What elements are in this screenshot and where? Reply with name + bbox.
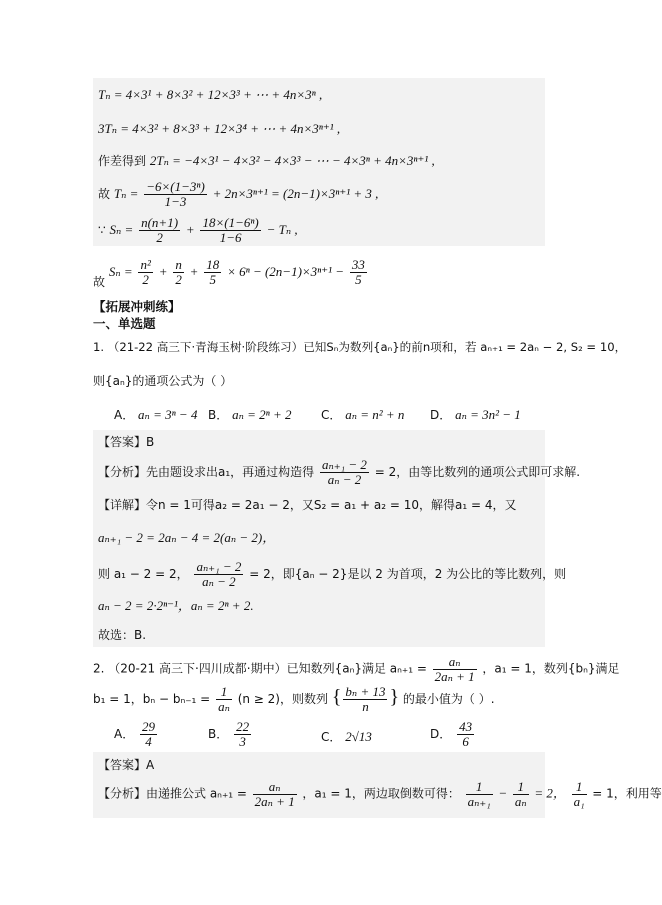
- q2-stem2-prefix: b₁ = 1，bₙ − bₙ₋₁ =: [93, 692, 211, 706]
- q2-option-d-fraction: [457, 720, 474, 749]
- q2-analysis-fraction-3: [513, 780, 529, 809]
- q2-stem2-frac2-num: bₙ + 13: [345, 684, 386, 699]
- q2-analysis-frac2-num: 1: [466, 780, 493, 795]
- q2-option-d-den: 6: [462, 734, 469, 749]
- q1-option-b-label: B．: [208, 408, 229, 422]
- q2-analysis-frac4-den: a₁: [573, 794, 585, 809]
- q2-stem2-frac1-num: 1: [216, 685, 232, 700]
- final-plus-2: +: [189, 264, 199, 279]
- final-lhs: Sₙ =: [108, 264, 133, 279]
- q1-stem-line-1: 1. （21-22 高三下·青海玉树·阶段练习）已知Sₙ为数列{aₙ}的前n项和，若 aₙ₊₁ = 2aₙ − 2, S₂ = 10，: [93, 340, 627, 354]
- q2-answer: 【答案】A: [98, 758, 155, 772]
- q2-stem1-suffix: ，a₁ = 1，数列{bₙ}满足: [482, 661, 620, 676]
- q2-option-c[interactable]: [321, 728, 372, 745]
- q1-detail3-frac-num: aₙ₊₁ − 2: [196, 559, 242, 574]
- final-prefix: 故: [93, 275, 106, 289]
- final-frac3-den: 5: [209, 272, 216, 287]
- line4-frac-num: −6×(1−3ⁿ): [146, 179, 205, 194]
- q1-option-a[interactable]: [114, 406, 197, 423]
- q1-option-c-label: C．: [321, 408, 342, 422]
- line5-rest: − Tₙ ,: [266, 222, 298, 237]
- q1-option-c-text: aₙ = n² + n: [345, 407, 405, 422]
- derivation-line-2: 3Tₙ = 4×3² + 8×3³ + 12×3⁴ + ⋯ + 4n×3ⁿ⁺¹ ,: [98, 121, 341, 136]
- q2-option-b-num: 22: [236, 719, 250, 734]
- q2-option-b-den: 3: [239, 734, 246, 749]
- q2-analysis-frac1-den: 2aₙ + 1: [254, 794, 295, 809]
- q1-choose: 故选：B.: [98, 628, 147, 642]
- q1-analysis-prefix: 【分析】先由题设求出a₁，再通过构造得: [98, 465, 315, 479]
- q1-detail3-frac-den: aₙ − 2: [202, 574, 236, 589]
- final-frac-1: [138, 258, 152, 287]
- derivation-line-3: [98, 153, 435, 169]
- q2-option-d-label: D．: [430, 727, 452, 741]
- q2-analysis-frac4-num: 1: [572, 780, 587, 795]
- q2-stem2-frac2-den: n: [362, 699, 369, 714]
- final-formula-line: [93, 258, 369, 287]
- q1-detail-line-2: aₙ₊₁ − 2 = 2aₙ − 4 = 2(aₙ − 2)，: [98, 530, 276, 545]
- final-frac2-num: n: [175, 257, 182, 272]
- q1-detail-line-3: [98, 560, 566, 589]
- q1-detail-line-4: aₙ − 2 = 2·2ⁿ⁻¹，aₙ = 2ⁿ + 2.: [98, 598, 254, 613]
- q2-brace-open: {: [331, 686, 342, 708]
- q2-analysis-frac2-den: aₙ₊₁: [467, 794, 491, 809]
- q2-stem-line-2: [93, 685, 495, 714]
- line4-fraction: [144, 180, 207, 209]
- q2-analysis-fraction-1: [253, 780, 297, 809]
- final-frac3-num: 18: [206, 257, 220, 272]
- final-mid: × 6ⁿ − (2n−1)×3ⁿ⁺¹ −: [227, 264, 345, 279]
- final-frac-2: [173, 258, 184, 287]
- q1-answer: 【答案】B: [98, 435, 155, 449]
- derivation-line-5: [98, 216, 298, 245]
- q1-option-c[interactable]: [321, 406, 404, 423]
- q1-analysis-frac-num: aₙ₊₁ − 2: [322, 457, 367, 472]
- q2-option-a-den: 4: [145, 734, 152, 749]
- q2-analysis-suffix: = 1，利用等: [592, 786, 662, 801]
- q2-stem-line-1: [93, 655, 620, 684]
- q1-detail3-prefix: 则 a₁ − 2 = 2，: [98, 567, 189, 581]
- final-plus-1: +: [158, 264, 168, 279]
- q2-option-d-num: 43: [459, 719, 473, 734]
- q2-analysis-frac3-den: aₙ: [514, 794, 527, 809]
- q1-option-b-text: aₙ = 2ⁿ + 2: [232, 407, 292, 422]
- q2-analysis-fraction-2: [466, 780, 493, 809]
- q2-stem2-frac1-den: aₙ: [218, 699, 230, 714]
- q1-analysis-frac-den: aₙ − 2: [327, 472, 362, 487]
- line5-fraction-1: [139, 216, 180, 245]
- q2-stem2-mid: (n ≥ 2)，则数列: [237, 692, 328, 706]
- q2-option-a-fraction: [140, 720, 157, 749]
- line5-frac1-den: 2: [156, 230, 163, 245]
- final-frac1-num: n²: [140, 257, 151, 272]
- final-frac-4: [350, 258, 367, 287]
- line5-frac2-den: 1−6: [219, 230, 242, 245]
- q2-option-d[interactable]: [430, 720, 476, 749]
- q1-option-d-label: D．: [430, 408, 452, 422]
- final-frac1-den: 2: [142, 272, 149, 287]
- line3-prefix: 作差得到: [98, 154, 147, 168]
- q1-analysis-fraction: [320, 458, 369, 487]
- q2-analysis-frac1-num: aₙ: [253, 780, 297, 795]
- q2-option-a-num: 29: [142, 719, 156, 734]
- q1-detail3-suffix: = 2，即{aₙ − 2}是以 2 为首项，2 为公比的等比数列，则: [249, 567, 567, 581]
- line5-frac2-num: 18×(1−6ⁿ): [202, 215, 259, 230]
- final-frac2-den: 2: [175, 272, 182, 287]
- q2-analysis-prefix: 【分析】由递推公式 aₙ₊₁ =: [98, 786, 247, 801]
- q2-analysis-frac3-num: 1: [513, 780, 529, 795]
- q2-analysis: [98, 780, 662, 809]
- q1-analysis: [98, 458, 580, 487]
- q2-stem2-fraction-1: [216, 685, 232, 714]
- q2-analysis-fraction-4: [572, 780, 587, 809]
- line5-fraction-2: [200, 216, 260, 245]
- section-subtitle: 一、单选题: [93, 316, 156, 331]
- q2-analysis-eq: = 2，: [534, 785, 566, 801]
- line4-prefix: 故: [98, 187, 111, 201]
- q2-analysis-mid: ，a₁ = 1，两边取倒数可得：: [302, 786, 460, 801]
- q2-stem2-fraction-2: [343, 685, 387, 714]
- line5-plus: +: [185, 222, 195, 237]
- q2-stem1-frac-den: 2aₙ + 1: [434, 669, 475, 684]
- q2-analysis-minus: −: [498, 785, 508, 801]
- q1-option-a-text: aₙ = 3ⁿ − 4: [138, 407, 198, 422]
- q1-option-d-text: aₙ = 3n² − 1: [455, 407, 521, 422]
- final-frac-3: [204, 258, 221, 287]
- line5-frac1-num: n(n+1): [141, 215, 179, 230]
- section-title: 【拓展冲刺练】: [93, 299, 181, 314]
- q2-option-b[interactable]: [208, 720, 253, 749]
- q1-detail3-fraction: [194, 560, 243, 589]
- line4-frac-den: 1−3: [164, 194, 187, 209]
- q2-option-c-label: C．: [321, 730, 342, 744]
- q2-stem2-suffix: 的最小值为（ ）.: [402, 692, 495, 706]
- derivation-line-4: [98, 180, 378, 209]
- q2-brace-close: }: [389, 686, 400, 708]
- line4-lhs: Tₙ =: [113, 186, 139, 201]
- q2-option-b-label: B．: [208, 727, 229, 741]
- q1-detail-line-1: 【详解】令n = 1可得a₂ = 2a₁ − 2，又S₂ = a₁ + a₂ = 10，解得a₁ = 4，又: [98, 498, 517, 512]
- q2-option-a[interactable]: [114, 720, 159, 749]
- q2-option-b-fraction: [234, 720, 251, 749]
- derivation-line-1: Tₙ = 4×3¹ + 8×3² + 12×3³ + ⋯ + 4n×3ⁿ ,: [98, 87, 323, 102]
- q2-option-c-text: 2√13: [345, 729, 372, 744]
- q1-stem-line-2: 则{aₙ}的通项公式为（ ）: [93, 374, 233, 388]
- q1-option-b[interactable]: [208, 406, 291, 423]
- line4-rest: + 2n×3ⁿ⁺¹ = (2n−1)×3ⁿ⁺¹ + 3 ,: [212, 186, 379, 201]
- q1-analysis-suffix: = 2，由等比数列的通项公式即可求解.: [374, 465, 581, 479]
- line3-math: 2Tₙ = −4×3¹ − 4×3² − 4×3³ − ⋯ − 4×3ⁿ + 4n×3ⁿ⁺¹ ,: [149, 153, 435, 168]
- q1-option-a-label: A．: [114, 408, 135, 422]
- final-frac4-num: 33: [351, 257, 365, 272]
- final-frac4-den: 5: [355, 272, 362, 287]
- q2-stem1-frac-num: aₙ: [433, 655, 477, 670]
- q2-stem1-fraction: [433, 655, 477, 684]
- q1-option-d[interactable]: [430, 406, 521, 423]
- q2-stem1-prefix: 2. （20-21 高三下·四川成都·期中）已知数列{aₙ}满足 aₙ₊₁ =: [93, 661, 427, 676]
- line5-lhs: Sₙ =: [109, 222, 134, 237]
- q2-option-a-label: A．: [114, 727, 135, 741]
- line5-prefix: ∵: [98, 223, 106, 237]
